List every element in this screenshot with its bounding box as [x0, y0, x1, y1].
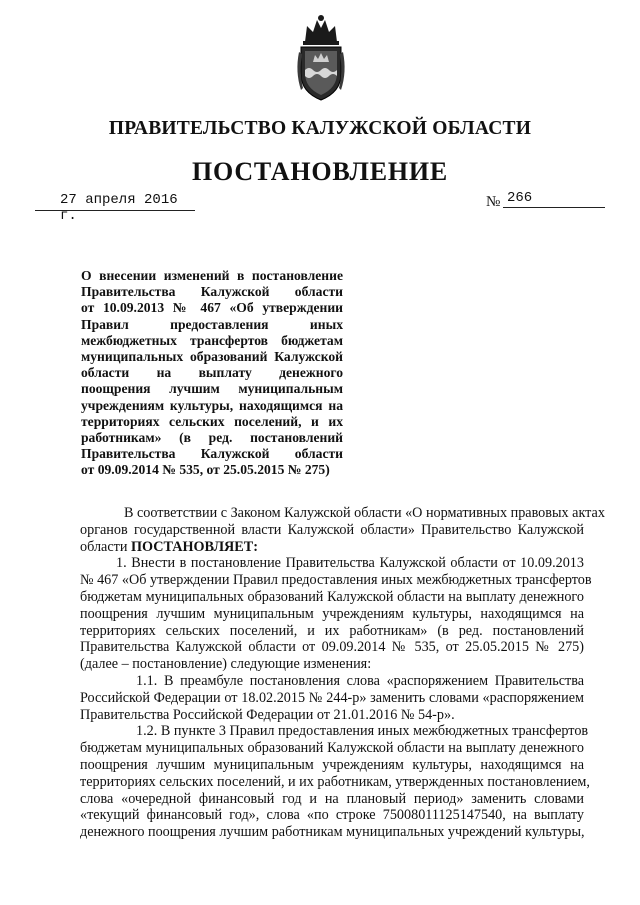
subject-line: области на выплату денежного [81, 365, 343, 381]
document-type-title: ПОСТАНОВЛЕНИЕ [191, 157, 449, 186]
subject-line: О внесении изменений в постановление [81, 268, 343, 283]
body-line: территориях сельских поселений, и их работникам» (в ред. постановлений [80, 622, 584, 639]
document-body [80, 505, 605, 841]
subject-line: межбюджетных трансфертов бюджетам [81, 332, 343, 348]
subject-line: учреждениям культуры, находящимся на [81, 397, 343, 413]
subject-line: Правил предоставления иных [81, 316, 343, 332]
body-line: слова «очередной финансовый год и на плановый период» заменить словами [80, 790, 584, 807]
coat-of-arms-emblem [293, 12, 349, 104]
body-line: Правительства Российской Федерации от 21.01.2016 № 54-р». [80, 706, 455, 723]
government-title: ПРАВИТЕЛЬСТВО КАЛУЖСКОЙ ОБЛАСТИ [108, 118, 532, 139]
body-line: 1.2. В пункте 3 Правил предоставления иных межбюджетных трансфертов [136, 723, 589, 740]
body-line: бюджетам муниципальных образований Калужской области на выплату денежного [80, 740, 584, 757]
body-line: «текущий финансовый год», слова «по строке 75008011125147540, на выплату [80, 807, 584, 824]
subject-line: от 10.09.2013 № 467 «Об утверждении [81, 300, 343, 316]
subject-line: Правительства Калужской области [81, 284, 343, 300]
subject-line: от 09.09.2014 № 535, от 25.05.2015 № 275) [81, 462, 330, 478]
document-number: 266 [503, 189, 605, 208]
intro-prefix: области [80, 538, 131, 555]
body-line [80, 539, 584, 556]
subject-line: Правительства Калужской области [81, 446, 343, 462]
body-line: № 467 «Об утверждении Правил предоставления иных межбюджетных трансфертов [80, 572, 592, 589]
body-line: поощрения лучшим муниципальным учреждениям культуры, находящимся на [80, 756, 584, 773]
resolves-keyword: ПОСТАНОВЛЯЕТ: [130, 538, 258, 555]
subject-line: территориях сельских поселений, и их [81, 413, 343, 429]
body-line: денежного поощрения лучшим работникам муниципальных учреждений культуры, [80, 824, 585, 841]
number-label: № [486, 194, 501, 210]
body-line: 1. Внести в постановление Правительства Калужской области от 10.09.2013 [116, 555, 584, 572]
body-line: 1.1. В преамбуле постановления слова «распоряжением Правительства [136, 672, 584, 689]
body-line: Российской Федерации от 18.02.2015 № 244-р» заменить словами «распоряжением [80, 689, 584, 706]
body-line: (далее – постановление) следующие изменения: [80, 656, 372, 673]
body-line: органов государственной власти Калужской области» Правительство Калужской [80, 521, 584, 538]
document-date: 27 апреля 2016 г. [35, 192, 195, 211]
subject-line: работникам» (в ред. постановлений [81, 430, 343, 446]
subject-line: поощрения лучшим муниципальным [81, 381, 343, 397]
body-line: Правительства Калужской области от 09.09.2014 № 535, от 25.05.2015 № 275) [80, 639, 584, 656]
body-line: бюджетам муниципальных образований Калужской области на выплату денежного [80, 588, 584, 605]
body-line: поощрения лучшим муниципальным учреждениям культуры, находящимся на [80, 605, 584, 622]
document-subject [81, 268, 343, 479]
subject-line: муниципальных образований Калужской [81, 349, 343, 365]
body-line: территориях сельских поселений, и их работникам, утвержденных постановлением, [80, 773, 590, 790]
body-line: В соответствии с Законом Калужской области «О нормативных правовых актах [124, 505, 605, 521]
